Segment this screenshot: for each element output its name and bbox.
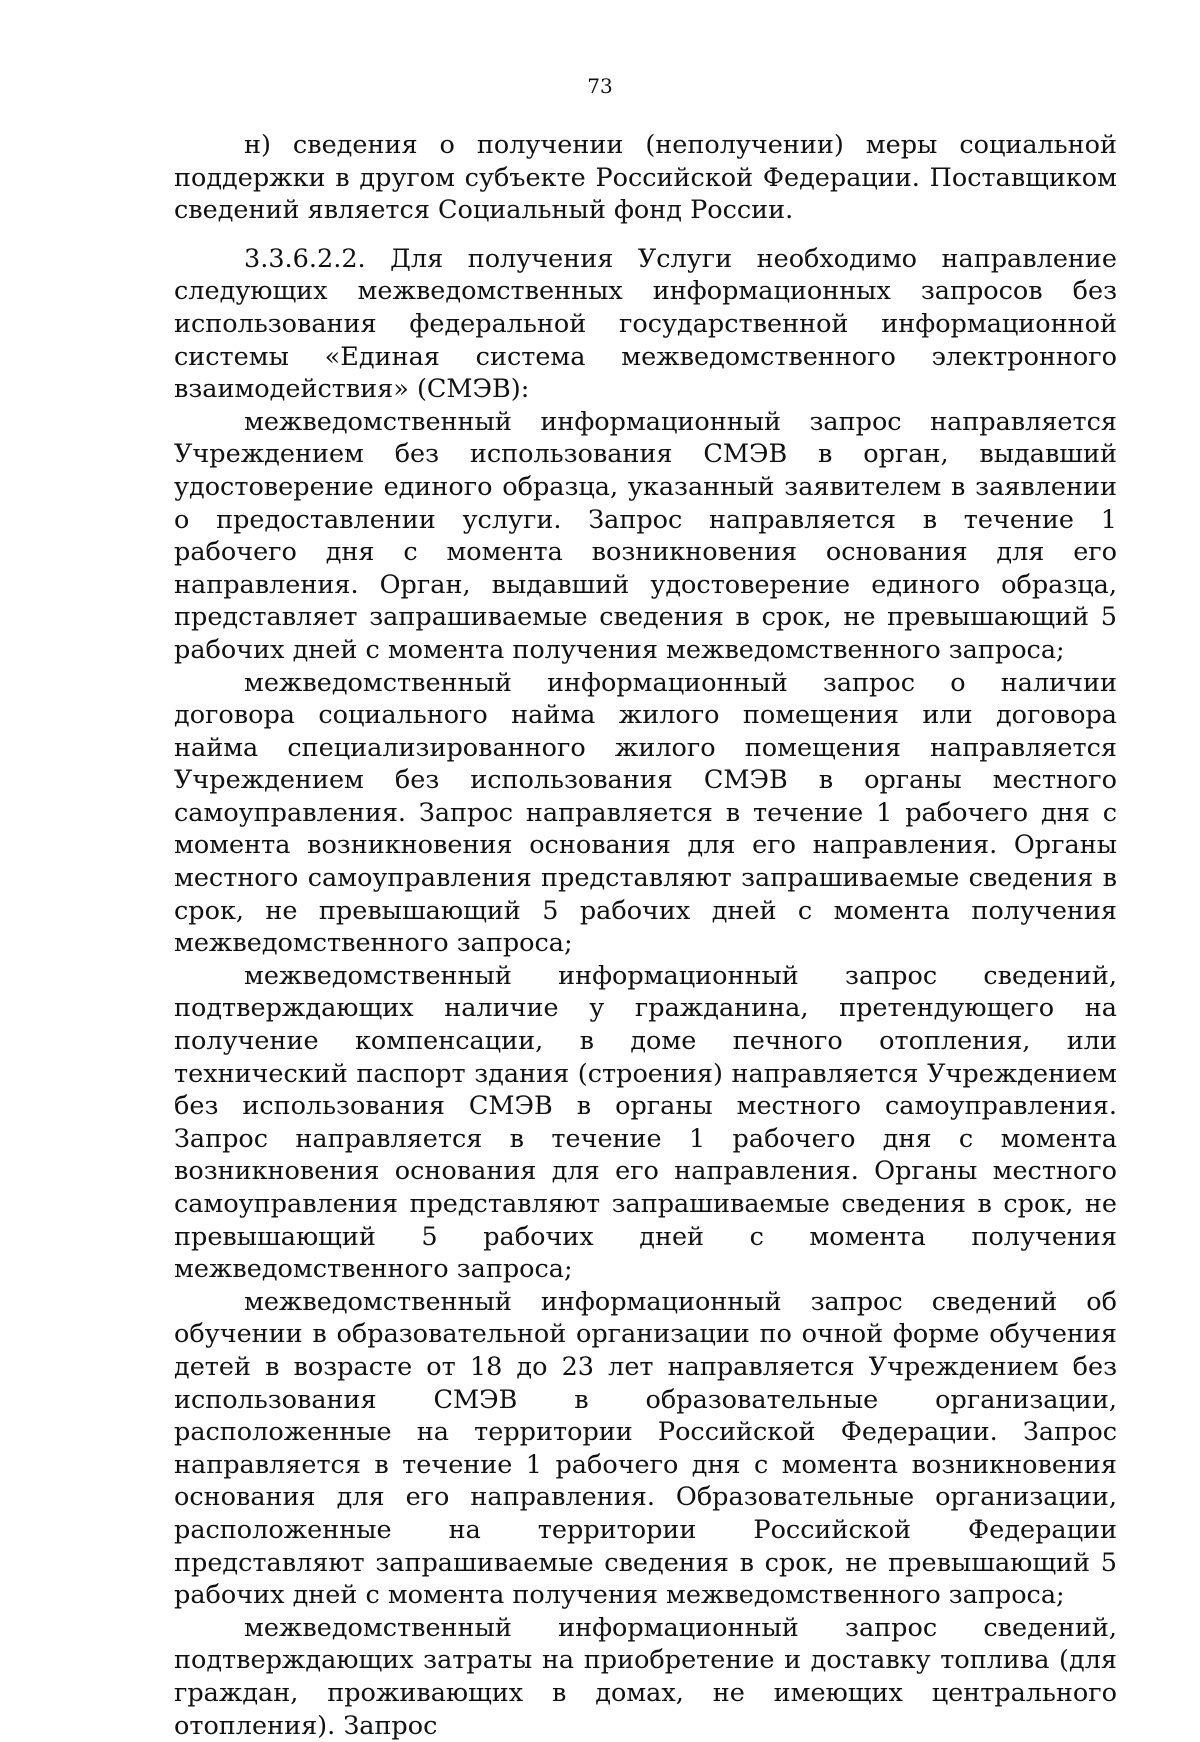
paragraph-request-stove-heating: межведомственный информационный запрос сведений, подтверждающих наличие у гражданина, претендующего на получение компенсации, в доме печного отопления, или технический паспорт здания (строения) направляется Учреждением без использования СМЭВ в органы местного самоуправления. Запрос направляется в течение 1 рабочего дня с момента возникновения основания для его направления. Органы местного самоуправления представляют запрашиваемые сведения в срок, не превышающий 5 рабочих дней с момента получения межведомственного запроса; (174, 960, 1117, 1285)
paragraph-request-housing-contract: межведомственный информационный запрос о наличии договора социального найма жилого помещения или договора найма специализированного жилого помещения направляется Учреждением без использования СМЭВ в органы местного самоуправления. Запрос направляется в течение 1 рабочего дня с момента возникновения основания для его направления. Органы местного самоуправления представляют запрашиваемые сведения в срок, не превышающий 5 рабочих дней с момента получения межведомственного запроса; (174, 667, 1117, 959)
paragraph-request-education: межведомственный информационный запрос сведений об обучении в образовательной организации по очной форме обучения детей в возрасте от 18 до 23 лет направляется Учреждением без использования СМЭВ в образовательные организации, расположенные на территории Российской Федерации. Запрос направляется в течение 1 рабочего дня с момента возникновения основания для его направления. Образовательные организации, расположенные на территории Российской Федерации представляют запрашиваемые сведения в срок, не превышающий 5 рабочих дней с момента получения межведомственного запроса; (174, 1286, 1117, 1611)
paragraph-request-fuel-costs: межведомственный информационный запрос сведений, подтверждающих затраты на приобретение и доставку топлива (для граждан, проживающих в домах, не имеющих центрального отопления). Запрос (174, 1612, 1117, 1741)
paragraph-item-n: н) сведения о получении (неполучении) меры социальной поддержки в другом субъекте Российской Федерации. Поставщиком сведений является Социальный фонд России. (174, 130, 1117, 226)
paragraph-request-certificate: межведомственный информационный запрос направляется Учреждением без использования СМЭВ в орган, выдавший удостоверение единого образца, указанный заявителем в заявлении о предоставлении услуги. Запрос направляется в течение 1 рабочего дня с момента возникновения основания для его направления. Орган, выдавший удостоверение единого образца, представляет запрашиваемые сведения в срок, не превышающий 5 рабочих дней с момента получения межведомственного запроса; (174, 406, 1117, 665)
paragraph-section-3-3-6-2-2: 3.3.6.2.2. Для получения Услуги необходимо направление следующих межведомственных информационных запросов без использования федеральной государственной информационной системы «Единая система межведомственного электронного взаимодействия» (СМЭВ): (174, 243, 1117, 405)
document-body (174, 129, 1117, 1742)
page-number: 73 (587, 74, 613, 98)
